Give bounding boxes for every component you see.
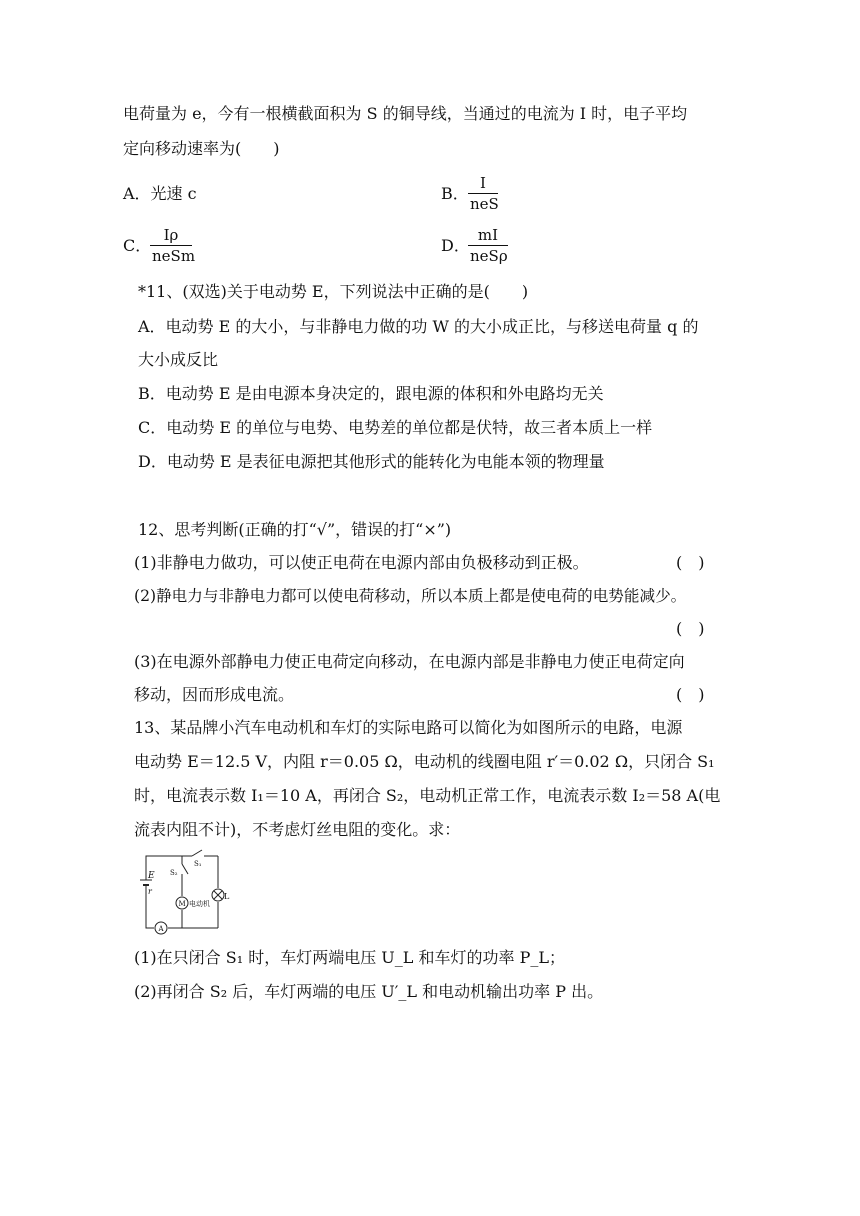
q10-option-b-numerator: I xyxy=(480,174,486,192)
switch-s2 xyxy=(182,864,188,874)
q13-line3: 时，电流表示数 I₁＝10 A，再闭合 S₂，电动机正常工作，电流表示数 I₂＝58 A(电 xyxy=(134,786,721,805)
q13-sub2: (2)再闭合 S₂ 后，车灯两端的电压 U′_L 和电动机输出功率 P 出。 xyxy=(134,982,604,1001)
q13-sub1: (1)在只闭合 S₁ 时，车灯两端电压 U_L 和车灯的功率 P_L； xyxy=(134,948,565,967)
label-motor: 电动机 xyxy=(189,900,210,908)
q10-option-d-label: D． xyxy=(441,236,470,255)
q13-line4: 流表内阻不计)，不考虑灯丝电阻的变化。求： xyxy=(134,820,461,839)
q10-option-d-denominator: neSρ xyxy=(470,247,508,265)
q11-option-a-line2: 大小成反比 xyxy=(138,350,219,369)
q13-line2: 电动势 E＝12.5 V，内阻 r＝0.05 Ω，电动机的线圈电阻 r′＝0.02 Ω，只闭合 S₁ xyxy=(134,752,715,771)
q13-line1: 13、某品牌小汽车电动机和车灯的实际电路可以简化为如图所示的电路，电源 xyxy=(134,718,683,737)
label-l: L xyxy=(224,892,230,901)
label-m: M xyxy=(178,900,186,908)
q12-item2-blank: ( ) xyxy=(676,619,705,638)
q10-option-b-denominator: neS xyxy=(470,195,499,213)
q12-item3-line1: (3)在电源外部静电力使正电荷定向移动，在电源内部是非静电力使正电荷定向 xyxy=(134,652,685,671)
q12-item1: (1)非静电力做功，可以使正电荷在电源内部由负极移动到正极。 xyxy=(134,553,589,572)
q10-line1: 电荷量为 e，今有一根横截面积为 S 的铜导线，当通过的电流为 I 时，电子平均 xyxy=(123,104,688,123)
q11-stem: *11、(双选)关于电动势 E，下列说法中正确的是( ) xyxy=(138,282,529,301)
label-r: r xyxy=(148,887,152,896)
q10-option-c-label: C． xyxy=(123,236,152,255)
q11-option-c: C．电动势 E 的单位与电势、电势差的单位都是伏特，故三者本质上一样 xyxy=(138,418,653,437)
q12-item3-line2: 移动，因而形成电流。 xyxy=(134,685,295,704)
q10-option-c-numerator: Iρ xyxy=(163,226,179,244)
q10-option-d-fraction xyxy=(468,226,508,265)
circuit-diagram xyxy=(136,848,228,938)
label-s2: S₂ xyxy=(170,869,178,877)
q10-option-b-fraction xyxy=(468,174,498,213)
q10-option-a: A．光速 c xyxy=(123,184,197,203)
q11-option-d: D．电动势 E 是表征电源把其他形式的能转化为电能本领的物理量 xyxy=(138,452,605,471)
q12-item2: (2)静电力与非静电力都可以使电荷移动，所以本质上都是使电荷的电势能减少。 xyxy=(134,587,687,605)
label-s1: S₁ xyxy=(194,860,202,868)
q10-option-b-label: B． xyxy=(441,184,469,203)
label-e: E xyxy=(148,871,155,881)
q12-item1-blank: ( ) xyxy=(676,553,705,572)
q10-line2: 定向移动速率为( ) xyxy=(123,139,280,158)
q11-option-b: B．电动势 E 是由电源本身决定的，跟电源的体积和外电路均无关 xyxy=(138,384,604,403)
switch-s1 xyxy=(192,850,202,856)
q10-option-d-numerator: mI xyxy=(477,226,499,244)
q11-option-a-line1: A．电动势 E 的大小，与非静电力做的功 W 的大小成正比，与移送电荷量 q 的 xyxy=(138,317,699,336)
q10-option-c-denominator: neSm xyxy=(152,247,196,265)
label-a: A xyxy=(158,925,164,933)
q10-option-c-fraction xyxy=(150,226,196,265)
q12-stem: 12、思考判断(正确的打“√”，错误的打“×”) xyxy=(138,520,452,539)
q12-item3-blank: ( ) xyxy=(676,685,705,704)
